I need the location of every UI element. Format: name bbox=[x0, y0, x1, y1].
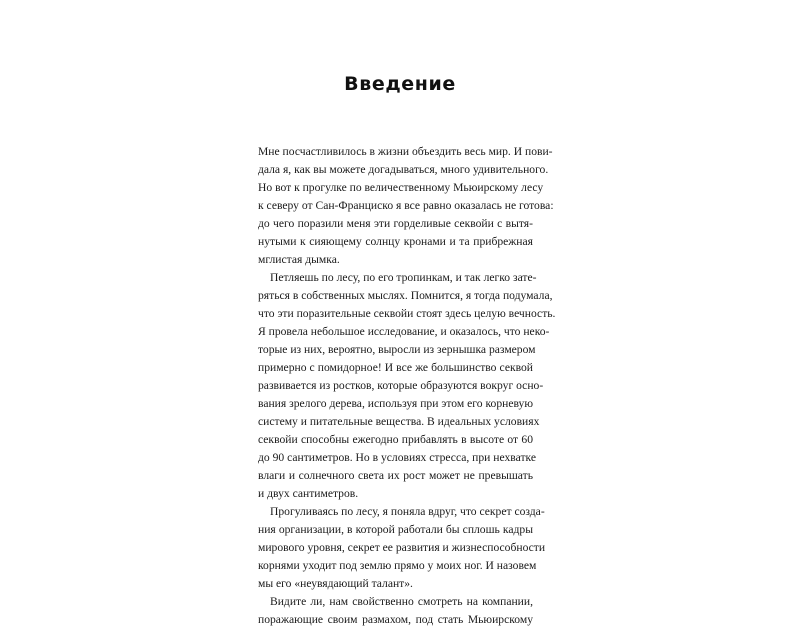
text-line: секвойи способны ежегодно прибавлять в высоте от 60 bbox=[258, 433, 533, 446]
chapter-title: Введение bbox=[344, 73, 456, 95]
text-line: мирового уровня, секрет ее развития и жизнеспособности bbox=[258, 541, 546, 554]
text-line: Прогуливаясь по лесу, я поняла вдруг, что секрет созда- bbox=[270, 505, 545, 518]
text-line: и двух сантиметров. bbox=[258, 487, 359, 500]
text-line: Видите ли, нам свойственно смотреть на компании, bbox=[270, 595, 533, 608]
text-line: систему и питательные вещества. В идеальных условиях bbox=[258, 415, 540, 428]
text-line: что эти поразительные секвойи стоят здесь целую вечность. bbox=[258, 307, 556, 320]
text-line: влаги и солнечного света их рост может не превышать bbox=[258, 469, 533, 482]
text-line: поражающие своим размахом, под стать Мьюирскому bbox=[258, 613, 533, 626]
text-line: нутыми к сияющему солнцу кронами и та прибрежная bbox=[258, 235, 533, 248]
text-line: Петляешь по лесу, по его тропинкам, и так легко зате- bbox=[270, 271, 537, 284]
body-text bbox=[258, 143, 556, 629]
text-line: Но вот к прогулке по величественному Мьюирскому лесу bbox=[258, 181, 544, 194]
text-line: примерно с помидорное! И все же большинство секвой bbox=[258, 361, 533, 374]
text-line: мглистая дымка. bbox=[258, 253, 340, 266]
text-line: развивается из ростков, которые образуются вокруг осно- bbox=[258, 379, 544, 392]
text-line: дала я, как вы можете догадываться, много удивительного. bbox=[258, 163, 549, 176]
text-line: ряться в собственных мыслях. Помнится, я тогда подумала, bbox=[258, 289, 553, 302]
text-line: до 90 сантиметров. Но в условиях стресса, при нехватке bbox=[258, 451, 537, 464]
text-line: Мне посчастливилось в жизни объездить весь мир. И пови- bbox=[258, 145, 553, 158]
text-line: вания зрелого дерева, используя при этом его корневую bbox=[258, 397, 533, 410]
text-line: торые из них, вероятно, выросли из зернышка размером bbox=[258, 343, 536, 356]
text-line: корнями уходит под землю прямо у моих ног. И назовем bbox=[258, 559, 537, 572]
text-line: мы его «неувядающий талант». bbox=[258, 577, 413, 590]
text-line: до чего поразили меня эти гордeливые секвойи с вытя- bbox=[258, 217, 533, 230]
text-line: Я провела небольшое исследование, и оказалось, что неко- bbox=[258, 325, 550, 338]
text-line: ния организации, в которой работали бы сплошь кадры bbox=[258, 523, 533, 536]
text-line: к северу от Сан-Франциско я все равно оказалась не готова: bbox=[258, 199, 554, 212]
